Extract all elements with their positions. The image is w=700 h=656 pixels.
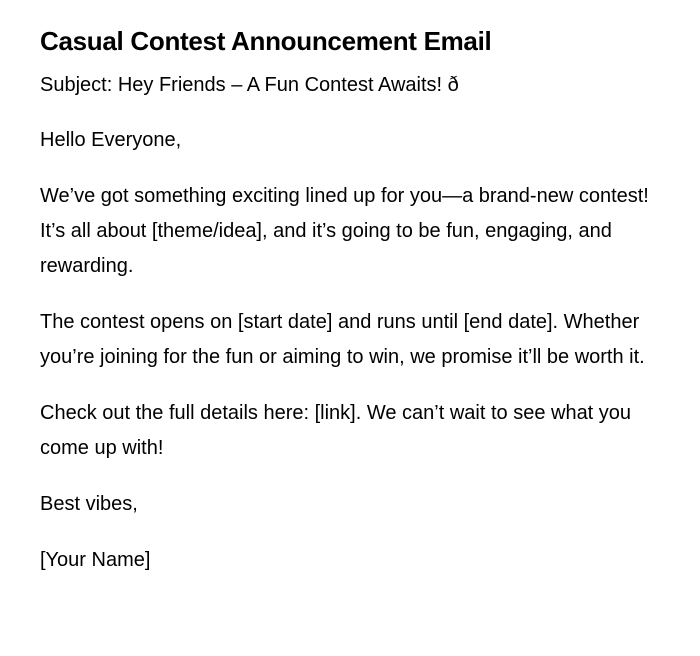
email-paragraph-intro: We’ve got something exciting lined up for you—a brand-new contest! It’s all about [theme/idea], and it’s going to be fun, engaging, and rewarding. (40, 185, 649, 277)
email-subject-line: Subject: Hey Friends – A Fun Contest Awaits! ð (40, 74, 459, 96)
document-title: Casual Contest Announcement Email (40, 26, 492, 56)
email-paragraph-details: Check out the full details here: [link]. We can’t wait to see what you come up with! (40, 402, 632, 459)
email-greeting: Hello Everyone, (40, 129, 182, 151)
email-signature: [Your Name] (40, 549, 151, 571)
email-paragraph-dates: The contest opens on [start date] and runs until [end date]. Whether you’re joining for the fun or aiming to win, we promise it’ll be worth it. (40, 311, 645, 368)
email-signoff: Best vibes, (40, 493, 138, 515)
